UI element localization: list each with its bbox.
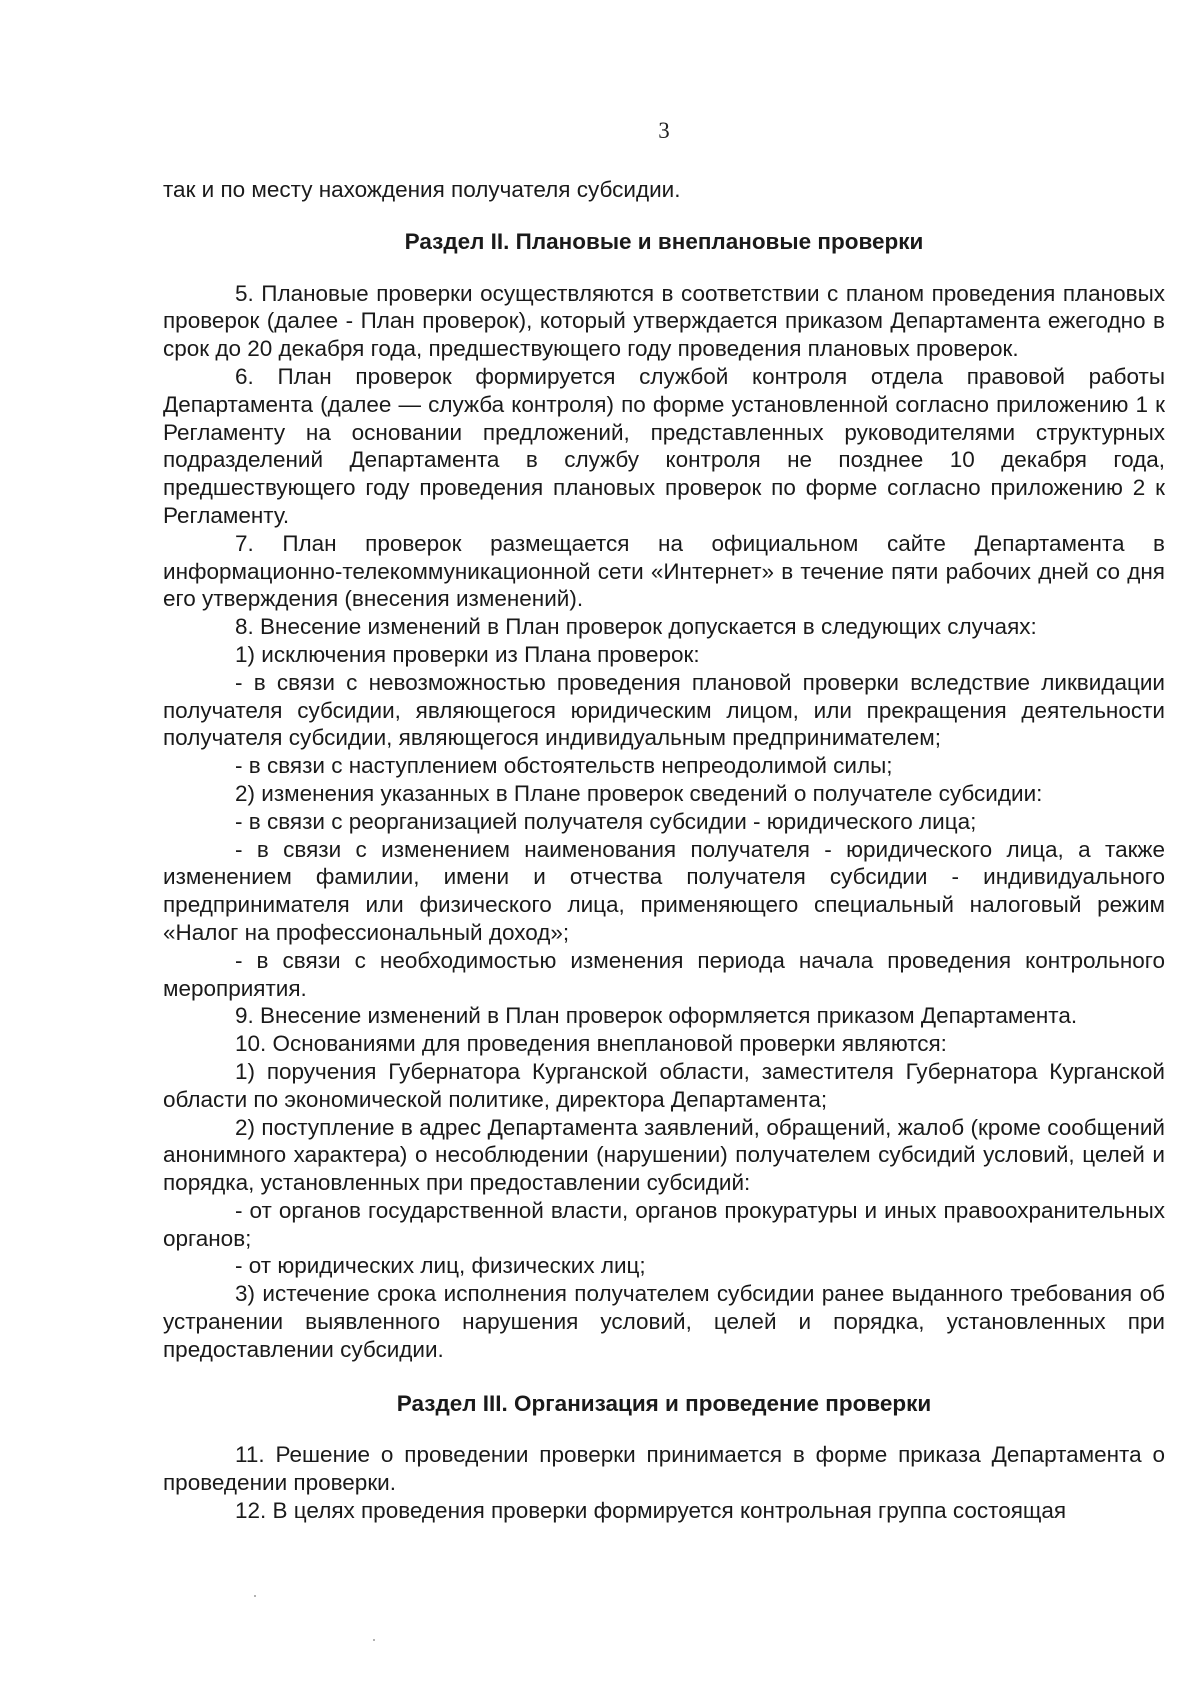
- section-3-title: Раздел III. Организация и проведение проверки: [396, 1390, 932, 1416]
- section-2-body: [163, 280, 1165, 1364]
- document-body: [163, 176, 1165, 1525]
- paragraph-8-item-1-a: - в связи с невозможностью проведения плановой проверки вследствие ликвидации получателя субсидии, являющегося юридическим лицом, или прекращения деятельности получателя субсидии, являющегося индивидуальным предпринимателем;: [163, 669, 1165, 751]
- paragraph-10: 10. Основаниями для проведения внеплановой проверки являются:: [235, 1031, 947, 1057]
- paragraph-7: 7. План проверок размещается на официальном сайте Департамента в информационно-телекоммуникационной сети «Интернет» в течение пяти рабочих дней со дня его утверждения (внесения изменений).: [163, 530, 1165, 612]
- paragraph-8-item-2-b: - в связи с изменением наименования получателя - юридического лица, а также изменением фамилии, имени и отчества получателя субсидии - индивидуального предпринимателя или физического лица, применяющего специальный налоговый режим «Налог на профессиональный доход»;: [163, 836, 1165, 945]
- paragraph-8: 8. Внесение изменений в План проверок допускается в следующих случаях:: [235, 614, 1037, 640]
- section-3-body: [163, 1441, 1165, 1524]
- paragraph-10-item-3: 3) истечение срока исполнения получателем субсидии ранее выданного требования об устранении выявленного нарушения условий, целей и порядка, установленных при предоставлении субсидии.: [163, 1281, 1165, 1362]
- paragraph-8-item-1-b: - в связи с наступлением обстоятельств непреодолимой силы;: [235, 753, 893, 779]
- scan-speck: [254, 1595, 256, 1597]
- paragraph-5: 5. Плановые проверки осуществляются в соответствии с планом проведения плановых проверок (далее - План проверок), который утверждается приказом Департамента ежегодно в срок до 20 декабря года, предшествующего году проведения плановых проверок.: [163, 280, 1165, 362]
- paragraph-10-item-2-b: - от юридических лиц, физических лиц;: [235, 1253, 646, 1279]
- page-number: 3: [658, 118, 670, 143]
- paragraph-12: 12. В целях проведения проверки формируется контрольная группа состоящая: [235, 1498, 1067, 1524]
- paragraph-8-item-2: 2) изменения указанных в Плане проверок сведений о получателе субсидии:: [235, 780, 1043, 806]
- paragraph-6: 6. План проверок формируется службой контроля отдела правовой работы Департамента (далее — служба контроля) по форме установленной согласно приложению 1 к Регламенту на основании предложений, представленных руководителями структурных подразделений Департамента в службу контроля не позднее 10 декабря года, предшествующего году проведения плановых проверок по форме согласно приложению 2 к Регламенту.: [163, 363, 1165, 528]
- paragraph-9: 9. Внесение изменений в План проверок оформляется приказом Департамента.: [235, 1003, 1078, 1029]
- section-2-title: Раздел II. Плановые и внеплановые проверки: [404, 228, 924, 254]
- paragraph-11: 11. Решение о проведении проверки принимается в форме приказа Департамента о проведении проверки.: [163, 1442, 1165, 1496]
- paragraph-8-item-2-a: - в связи с реорганизацией получателя субсидии - юридического лица;: [235, 808, 977, 834]
- paragraph-10-item-1: 1) поручения Губернатора Курганской области, заместителя Губернатора Курганской области по экономической политике, директора Департамента;: [163, 1058, 1165, 1112]
- paragraph-8-item-2-c: - в связи с необходимостью изменения периода начала проведения контрольного мероприятия.: [163, 947, 1165, 1001]
- scan-speck: [373, 1639, 375, 1641]
- paragraph-10-item-2-a: - от органов государственной власти, органов прокуратуры и иных правоохранительных органов;: [163, 1197, 1165, 1251]
- paragraph-10-item-2: 2) поступление в адрес Департамента заявлений, обращений, жалоб (кроме сообщений анонимного характера) о несоблюдении (нарушении) получателем субсидий условий, целей и порядка, установленных при предоставлении субсидий:: [163, 1114, 1165, 1196]
- paragraph-8-item-1: 1) исключения проверки из Плана проверок:: [235, 641, 700, 667]
- intro-paragraph: так и по месту нахождения получателя субсидии.: [163, 177, 681, 202]
